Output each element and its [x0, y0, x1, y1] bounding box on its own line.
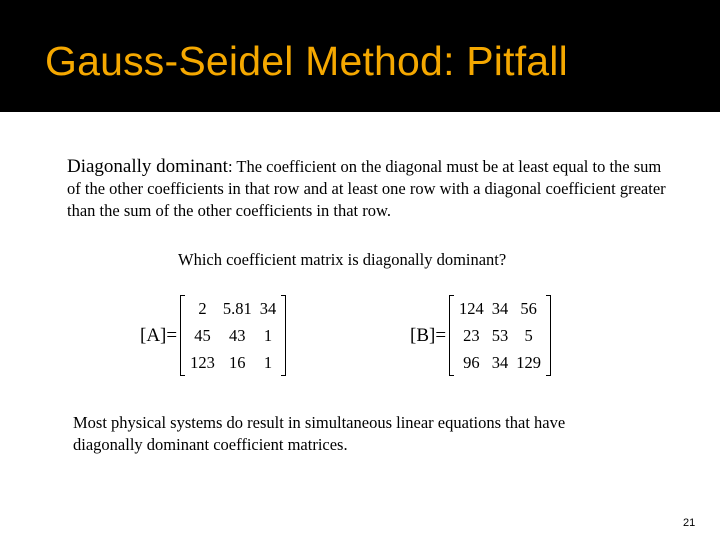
matrix-row	[186, 322, 280, 349]
matrix-cell: 129	[516, 352, 542, 372]
matrix-a	[140, 295, 286, 376]
matrix-b	[410, 295, 551, 376]
matrix-row	[186, 349, 280, 376]
matrix-cell: 5	[524, 325, 533, 345]
matrix-a-bracket	[180, 295, 286, 376]
matrix-row	[455, 295, 545, 322]
matrix-cell: 1	[263, 352, 273, 372]
matrix-cell: 5.81	[222, 298, 252, 318]
matrix-cell: 16	[229, 352, 246, 372]
matrix-b-label: [B]=	[410, 324, 447, 346]
matrix-row	[186, 295, 280, 322]
matrix-cell: 2	[198, 298, 207, 318]
matrix-cell: 23	[463, 325, 480, 345]
matrix-cell: 56	[520, 298, 537, 318]
matrix-cell: 96	[463, 352, 480, 372]
matrix-b-bracket	[449, 295, 551, 376]
matrix-cell: 43	[229, 325, 246, 345]
matrix-cell: 45	[194, 325, 211, 345]
matrix-cell: 34	[259, 298, 277, 318]
matrix-row	[455, 349, 545, 376]
matrix-a-label: [A]=	[140, 324, 178, 346]
matrix-cell: 1	[263, 325, 273, 345]
matrix-cell: 34	[491, 298, 509, 318]
matrix-row	[455, 322, 545, 349]
question-text: Which coefficient matrix is diagonally dominant?	[178, 250, 507, 269]
note-paragraph: Most physical systems do result in simultaneous linear equations that have diagonally dominant coefficient matrices.	[73, 413, 566, 454]
page-number: 21	[683, 517, 696, 529]
matrix-cell: 123	[190, 352, 215, 372]
definition-text: : The coefficient on the diagonal must be at least equal to the sum of the other coefficients in that row and at least one row with a diagonal coefficient greater than the sum of the other coefficients in that row.	[67, 157, 666, 220]
definition-term: Diagonally dominant	[67, 156, 228, 177]
slide-title: Gauss-Seidel Method: Pitfall	[45, 38, 568, 84]
definition-paragraph	[67, 156, 667, 222]
matrix-cell: 34	[491, 352, 509, 372]
matrix-cell: 124	[459, 298, 484, 318]
matrix-cell: 53	[491, 325, 509, 345]
